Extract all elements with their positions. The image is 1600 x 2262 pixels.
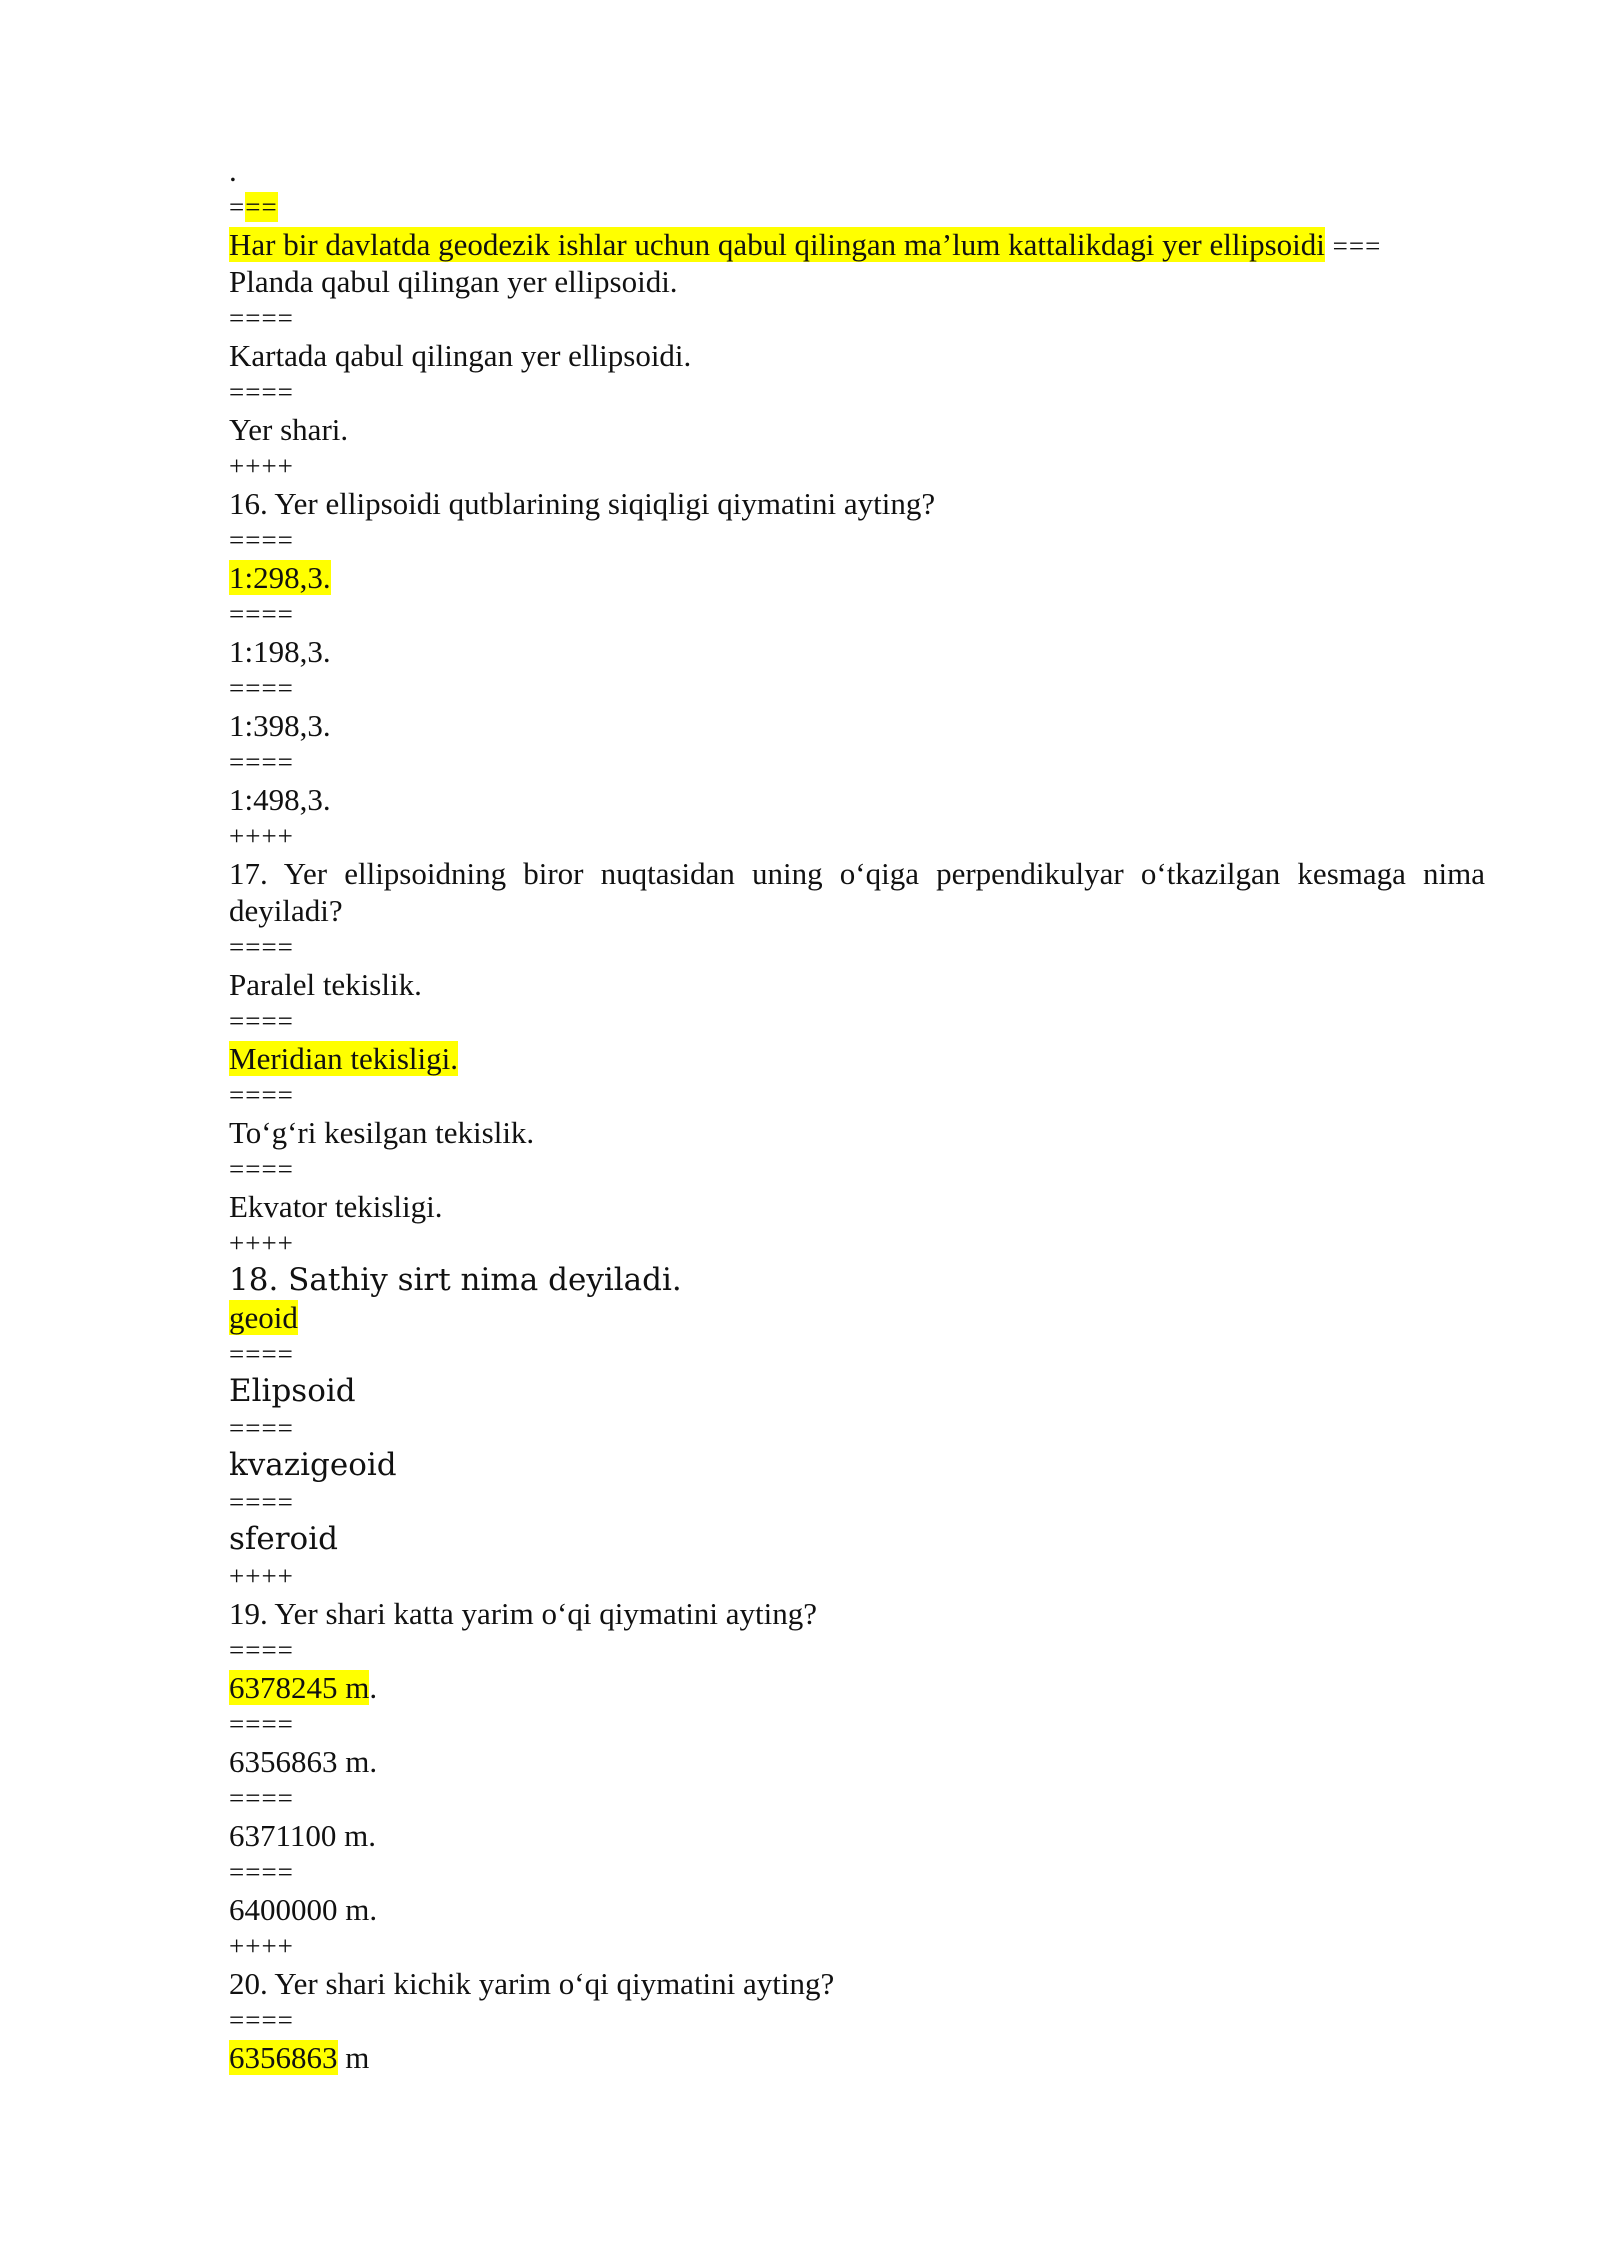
separator-line: ====: [229, 1154, 294, 1184]
answer-line: Kartada qabul qilingan yer ellipsoidi.: [229, 338, 692, 373]
answer-line: Yer shari.: [229, 412, 349, 447]
question-separator: ++++: [229, 1931, 294, 1961]
highlighted-answer: Meridian tekisligi.: [229, 1041, 459, 1076]
highlighted-answer: 1:298,3.: [229, 560, 331, 595]
answer-line: To‘g‘ri kesilgan tekislik.: [229, 1115, 535, 1150]
question-19: 19. Yer shari katta yarim o‘qi qiymatini ayting?: [229, 1596, 818, 1631]
answer-line-correct: [229, 226, 1485, 263]
highlighted-answer: 6378245 m: [229, 1670, 370, 1705]
answer-line-correct: [229, 1040, 1485, 1077]
highlighted-answer: geoid: [229, 1300, 298, 1335]
answer-line: Paralel tekislik.: [229, 967, 422, 1002]
separator-line: ====: [229, 1413, 294, 1443]
separator-text: =: [229, 192, 246, 222]
answer-line: 6400000 m.: [229, 1892, 378, 1927]
answer-line: 1:498,3.: [229, 782, 331, 817]
answer-line-correct: [229, 559, 1485, 596]
separator-line: ====: [229, 2005, 294, 2035]
separator-line: ====: [229, 1635, 294, 1665]
question-20: 20. Yer shari kichik yarim o‘qi qiymatini ayting?: [229, 1966, 835, 2001]
answer-line: sferoid: [229, 1521, 338, 1557]
answer-line-correct: [229, 2039, 1485, 2076]
answer-suffix: m: [337, 2040, 370, 2075]
question-separator: ++++: [229, 1561, 294, 1591]
answer-line: Planda qabul qilingan yer ellipsoidi.: [229, 264, 678, 299]
question-separator: ++++: [229, 1228, 294, 1258]
separator-line: ====: [229, 303, 294, 333]
answer-line-correct: [229, 1669, 1485, 1706]
separator-line: ====: [229, 1080, 294, 1110]
separator-line: ====: [229, 377, 294, 407]
answer-line: 1:398,3.: [229, 708, 331, 743]
text-line: [229, 152, 1485, 189]
separator-line: [229, 189, 1485, 226]
answer-line: 1:198,3.: [229, 634, 331, 669]
separator-line: ====: [229, 747, 294, 777]
question-separator: ++++: [229, 451, 294, 481]
question-17: 17. Yer ellipsoidning biror nuqtasidan uning o‘qiga perpendikulyar o‘tkazilgan kesmaga nima deyiladi?: [229, 856, 1485, 928]
separator-text: ===: [1324, 231, 1382, 261]
separator-line: ====: [229, 1006, 294, 1036]
separator-line: ====: [229, 1857, 294, 1887]
separator-line: ====: [229, 932, 294, 962]
answer-line: Elipsoid: [229, 1373, 356, 1409]
separator-line: ====: [229, 599, 294, 629]
answer-line: 6356863 m.: [229, 1744, 378, 1779]
separator-line: ====: [229, 1783, 294, 1813]
question-16: 16. Yer ellipsoidi qutblarining siqiqligi qiymatini ayting?: [229, 486, 936, 521]
answer-line: 6371100 m.: [229, 1818, 376, 1853]
separator-line: ====: [229, 673, 294, 703]
separator-line: ====: [229, 1487, 294, 1517]
question-separator: ++++: [229, 821, 294, 851]
answer-suffix: .: [369, 1670, 378, 1705]
document-page: [229, 152, 1485, 2076]
answer-line-correct: [229, 1299, 1485, 1336]
highlighted-answer: 6356863: [229, 2040, 338, 2075]
answer-line: Ekvator tekisligi.: [229, 1189, 443, 1224]
separator-line: ====: [229, 1339, 294, 1369]
dot-mark: .: [229, 153, 237, 188]
separator-line: ====: [229, 525, 294, 555]
separator-line: ====: [229, 1709, 294, 1739]
highlighted-separator: ==: [245, 192, 278, 222]
answer-line: kvazigeoid: [229, 1447, 397, 1483]
highlighted-answer: Har bir davlatda geodezik ishlar uchun qabul qilingan ma’lum kattalikdagi yer ellipsoidi: [229, 227, 1325, 262]
question-18: 18. Sathiy sirt nima deyiladi.: [229, 1262, 682, 1298]
